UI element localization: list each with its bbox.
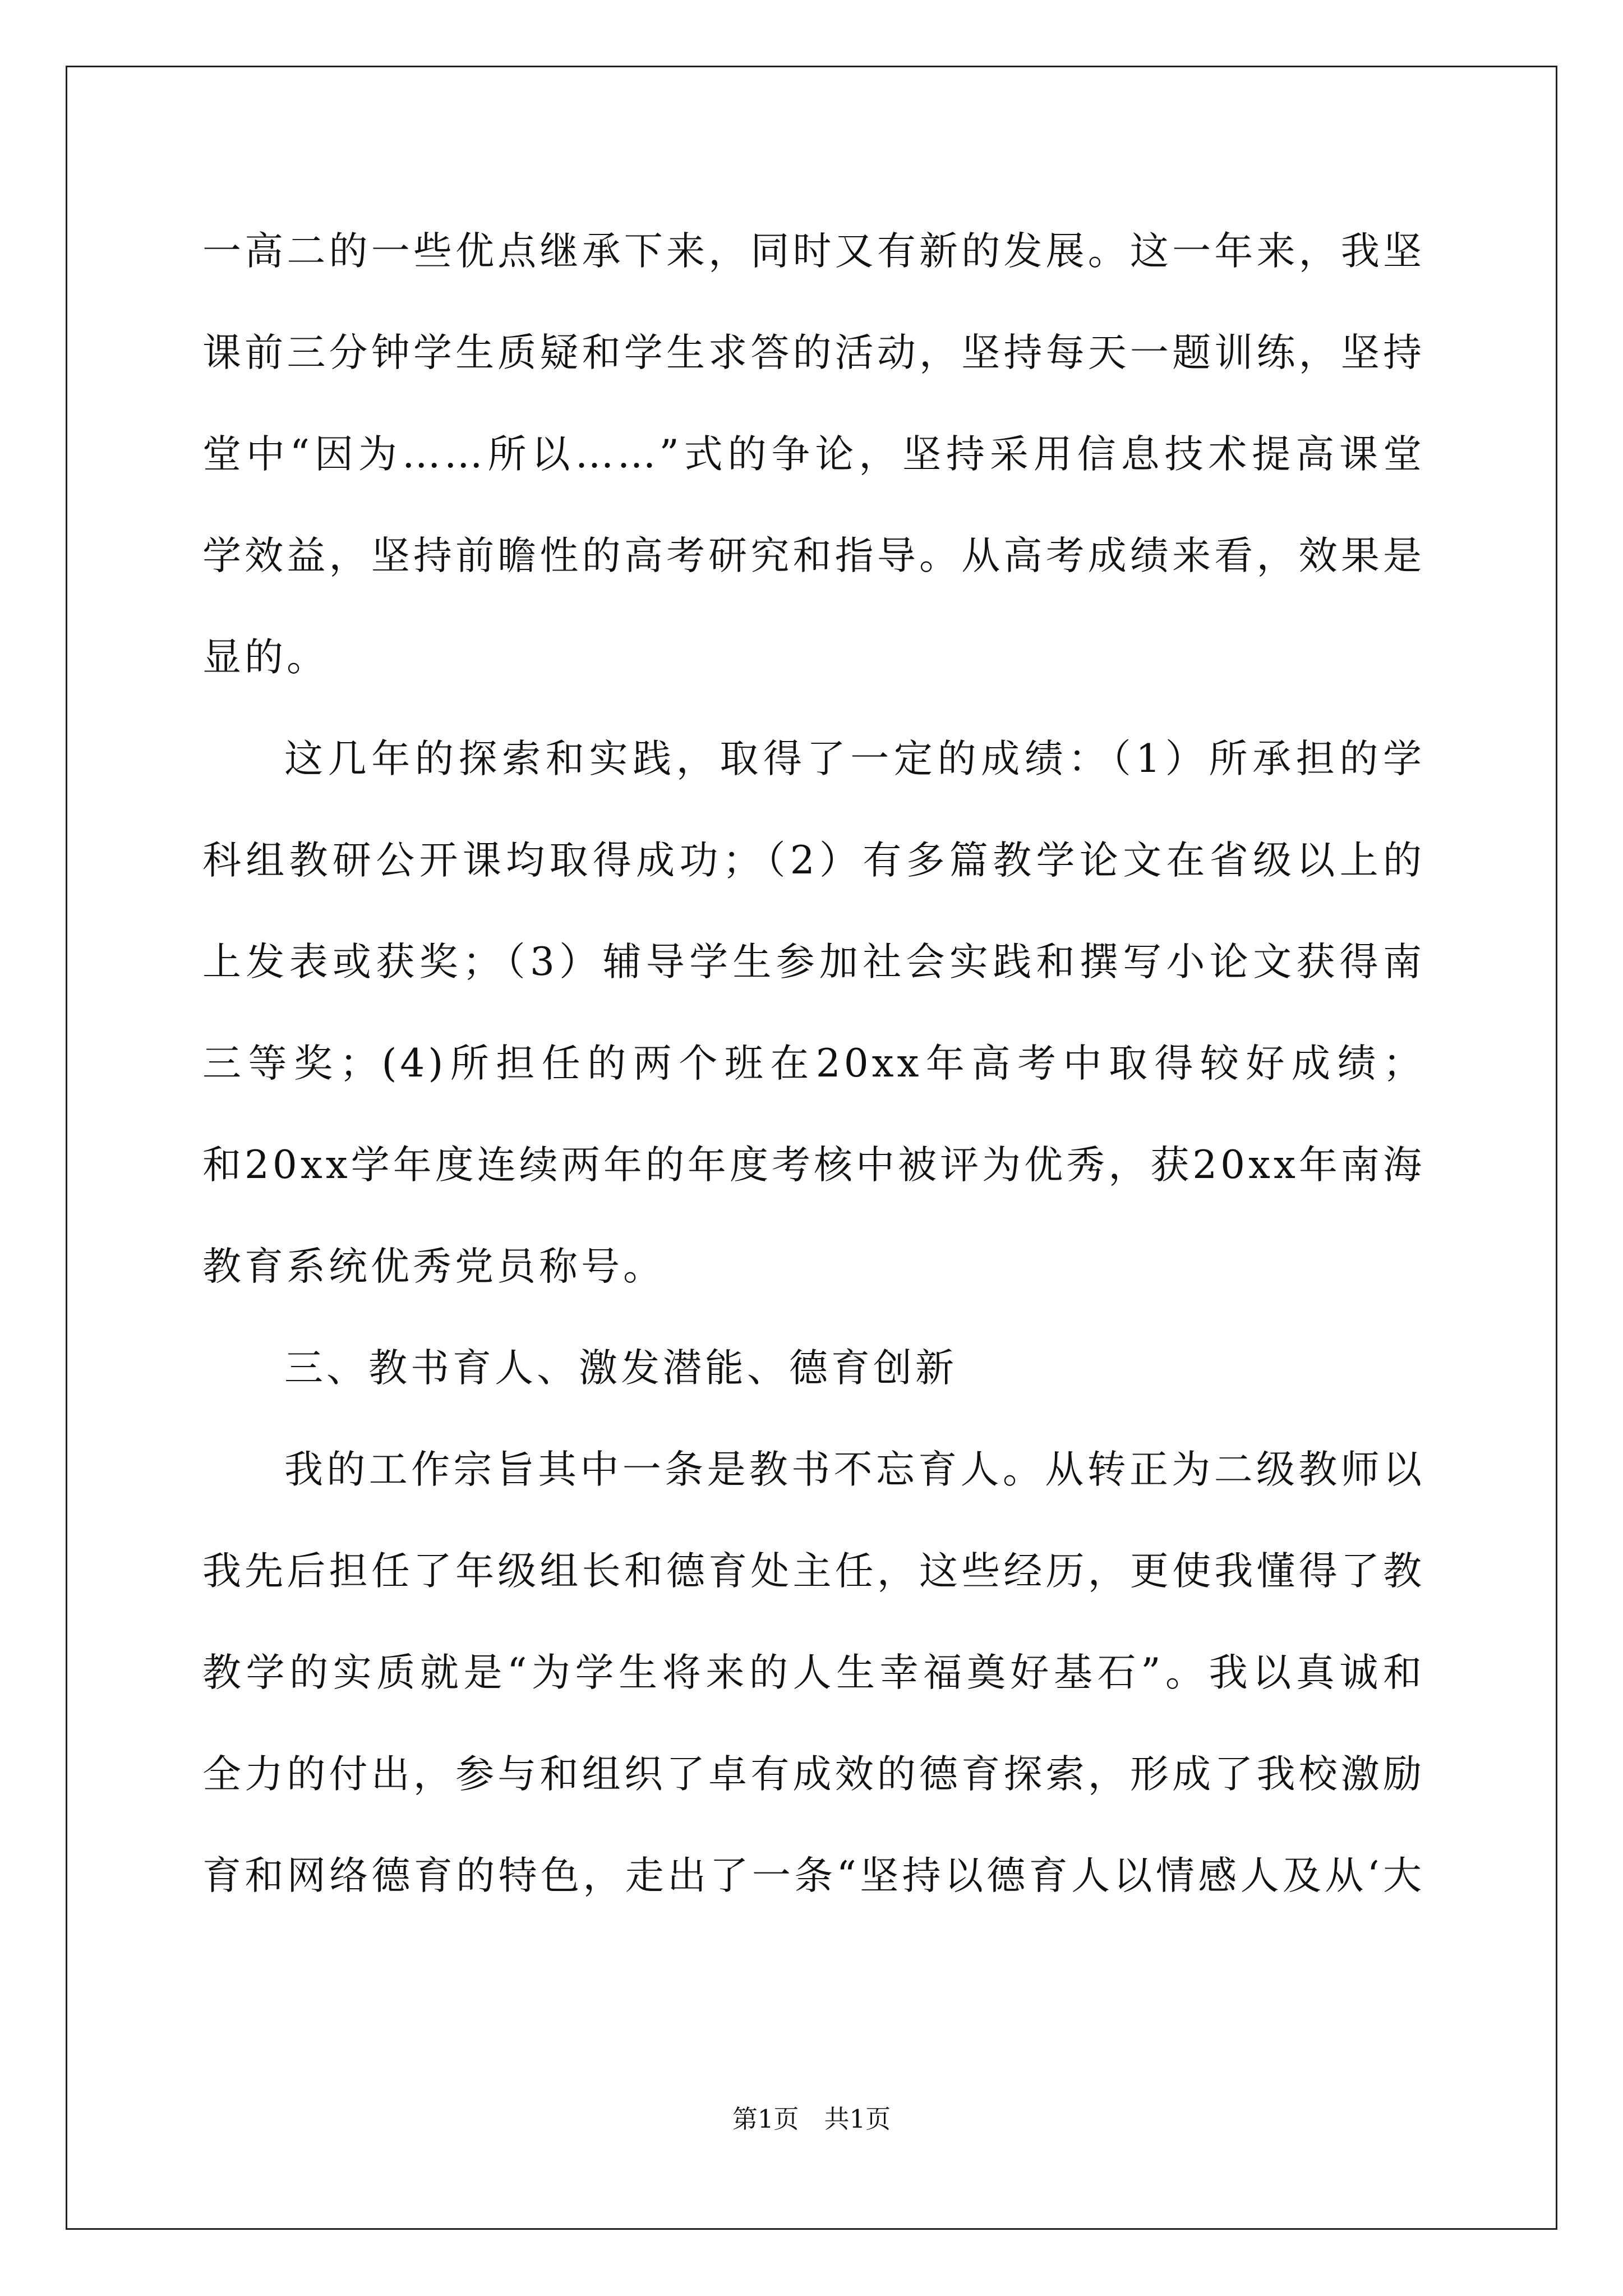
paragraph-line: 这几年的探索和实践，取得了一定的成绩：（1）所承担的学	[284, 737, 1425, 781]
section-heading: 三、教书育人、激发潜能、德育创新	[284, 1346, 957, 1391]
paragraph-line: 我的工作宗旨其中一条是教书不忘育人。从转正为二级教师以	[284, 1447, 1425, 1492]
paragraph-line: 我先后担任了年级组长和德育处主任，这些经历，更使我懂得了教	[202, 1549, 1425, 1594]
paragraph-line: 堂中“因为……所以……”式的争论，坚持采用信息技术提高课堂	[202, 432, 1425, 477]
paragraph-line: 教育系统优秀党员称号。	[202, 1244, 665, 1289]
paragraph-line: 和20xx学年度连续两年的年度考核中被评为优秀，获20xx年南海	[202, 1143, 1425, 1188]
paragraph-line: 上发表或获奖；（3）辅导学生参加社会实践和撰写小论文获得南	[202, 940, 1425, 984]
paragraph-line: 育和网络德育的特色，走出了一条“坚持以德育人以情感人及从‘大	[202, 1853, 1425, 1898]
paragraph-line: 科组教研公开课均取得成功；（2）有多篇教学论文在省级以上的	[202, 838, 1425, 883]
paragraph-line: 教学的实质就是“为学生将来的人生幸福奠好基石”。我以真诚和	[202, 1650, 1425, 1695]
paragraph-line: 一高二的一些优点继承下来，同时又有新的发展。这一年来，我坚	[202, 229, 1425, 274]
paragraph-line: 显的。	[202, 635, 329, 680]
paragraph-line: 学效益，坚持前瞻性的高考研究和指导。从高考成绩来看，效果是	[202, 533, 1425, 578]
paragraph-line: 三等奖；(4)所担任的两个班在20xx年高考中取得较好成绩；	[202, 1041, 1425, 1086]
paragraph-line: 课前三分钟学生质疑和学生求答的活动，坚持每天一题训练，坚持	[202, 330, 1425, 375]
paragraph-line: 全力的付出，参与和组织了卓有成效的德育探索，形成了我校激励	[202, 1752, 1425, 1797]
document-body	[202, 201, 1425, 1927]
page-number-footer: 第1页 共1页	[732, 2104, 891, 2134]
